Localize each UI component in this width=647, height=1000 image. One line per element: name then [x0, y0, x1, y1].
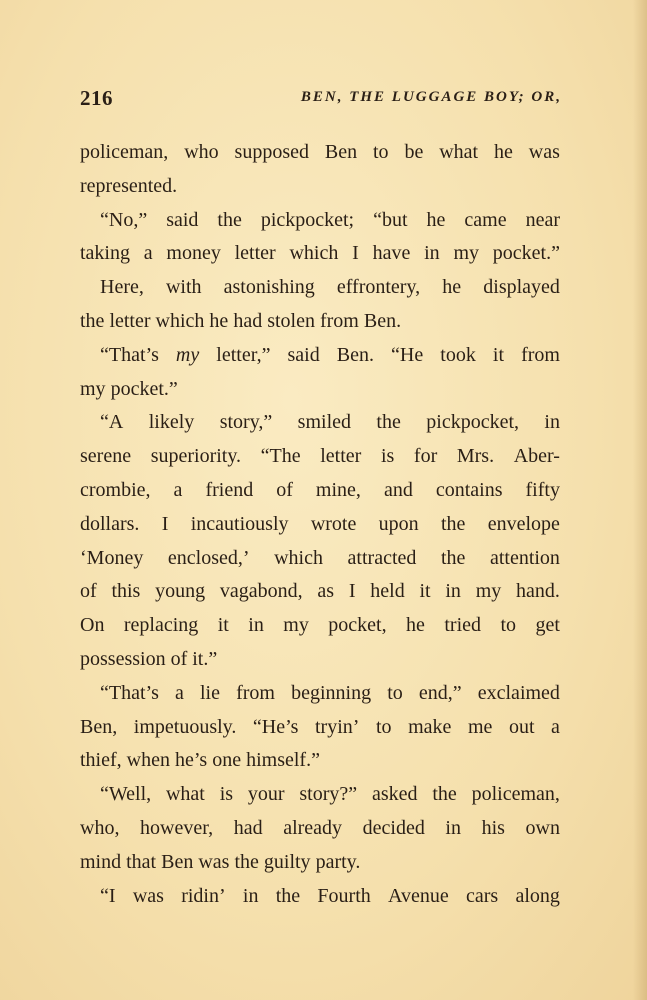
word: to [373, 141, 389, 163]
page-number: 216 [80, 86, 113, 110]
word: he [442, 276, 462, 299]
word: as [317, 580, 335, 603]
word: “but [373, 208, 408, 231]
text-line [80, 373, 560, 407]
word: from [521, 343, 560, 366]
text-line [80, 406, 560, 440]
word: impetuously. [133, 715, 237, 738]
word: “No,” [100, 208, 148, 231]
word: the [440, 546, 466, 569]
word: wrote [310, 512, 357, 535]
word: which [289, 242, 339, 265]
word: “He [391, 343, 424, 366]
word: is [380, 445, 395, 468]
word: letter [109, 309, 151, 332]
text-line [80, 846, 560, 880]
word: had [233, 309, 263, 332]
word: cars [466, 884, 499, 907]
word: I [352, 242, 359, 265]
word: asked [371, 783, 418, 806]
word: of [170, 647, 188, 670]
word: Fourth [317, 884, 371, 907]
word: have [372, 242, 411, 265]
word: policeman, [80, 141, 169, 163]
word: of [80, 580, 97, 603]
word: get [535, 614, 560, 637]
word: the [376, 411, 401, 434]
word: for [413, 445, 438, 468]
word: my [80, 377, 106, 400]
word: story?” [299, 783, 358, 806]
word: that [126, 850, 157, 873]
word: to [387, 681, 403, 704]
word: near [525, 208, 560, 231]
word: incautiously [190, 512, 289, 535]
word: young [155, 580, 206, 603]
word: tried [444, 614, 482, 637]
word: Here, [100, 276, 144, 299]
word: attracted [347, 546, 417, 569]
word: stolen [267, 309, 315, 332]
word: who [184, 141, 219, 163]
text-line [80, 237, 560, 271]
word: supposed [234, 141, 309, 163]
word: effrontery, [336, 276, 421, 299]
word: pickpocket, [426, 411, 520, 434]
word: represented. [80, 174, 178, 197]
word: contains [435, 478, 503, 501]
word: he [494, 141, 513, 163]
word: a [173, 478, 183, 501]
word: smiled [297, 411, 352, 434]
word: enclosed,’ [167, 546, 250, 569]
word: Ben [324, 141, 358, 163]
word: possession [80, 647, 166, 670]
text-line [80, 575, 560, 609]
word: this [111, 580, 141, 603]
word: a [551, 715, 560, 738]
word: it [492, 343, 505, 366]
word: thief, [80, 749, 122, 772]
word: the [217, 208, 242, 231]
word: the [80, 309, 105, 332]
word: the [275, 884, 301, 907]
word: it [217, 614, 229, 637]
word: money [166, 242, 221, 265]
text-line [80, 170, 560, 204]
word: came [464, 208, 507, 231]
word: in [424, 242, 440, 265]
word: serene [80, 445, 132, 468]
word: replacing [123, 614, 199, 637]
word: the [432, 783, 457, 806]
word: he’s [174, 749, 208, 772]
word: party. [315, 850, 361, 873]
word: pickpocket; [260, 208, 355, 231]
text-line [80, 880, 560, 914]
word: upon [378, 512, 419, 535]
word: On [80, 614, 105, 637]
word: letter [320, 445, 362, 468]
word: “That’s [100, 681, 159, 704]
word: letter [234, 242, 276, 265]
word: a [143, 242, 153, 265]
word: from [319, 309, 359, 332]
word: story,” [219, 411, 273, 434]
text-line [80, 204, 560, 238]
word: my [453, 242, 479, 265]
word: me [467, 715, 493, 738]
word: out [508, 715, 535, 738]
word: dollars. [80, 512, 140, 535]
word: it [419, 580, 431, 603]
word: with [165, 276, 202, 299]
word: the [234, 850, 259, 873]
word: was [132, 884, 164, 907]
word: mine, [315, 478, 361, 501]
body-text [80, 136, 560, 913]
word: I [161, 512, 169, 535]
word: guilty [263, 850, 311, 873]
word: pocket.” [110, 377, 178, 400]
word: the [440, 512, 466, 535]
word: letter,” [216, 343, 271, 366]
word: when [126, 749, 170, 772]
word: taking [80, 242, 130, 265]
word: one [212, 749, 242, 772]
word: lie [199, 681, 220, 704]
word: he [426, 208, 446, 231]
word: in [445, 816, 461, 839]
word: mind [80, 850, 122, 873]
word: what [165, 783, 205, 806]
word: my [475, 580, 502, 603]
word: ‘Money [80, 546, 144, 569]
word: took [440, 343, 476, 366]
word: likely [148, 411, 195, 434]
word: Ben. [336, 343, 374, 366]
word: to [500, 614, 517, 637]
word: what [439, 141, 479, 163]
word: “That’s [100, 343, 159, 366]
word: end,” [418, 681, 462, 704]
page-edge-shadow [633, 0, 647, 1000]
word: along [515, 884, 560, 907]
word: “He’s [252, 715, 299, 738]
word: Ben, [80, 715, 118, 738]
word: had [233, 816, 263, 839]
word: Avenue [388, 884, 449, 907]
word: crombie, [80, 478, 151, 501]
word: is [219, 783, 234, 806]
text-line [80, 136, 560, 170]
word: Ben [161, 850, 194, 873]
page-header [80, 86, 562, 116]
word: astonishing [223, 276, 315, 299]
word: tryin’ [315, 715, 360, 738]
word: from [236, 681, 275, 704]
word: who, [80, 816, 120, 839]
word: exclaimed [477, 681, 560, 704]
word: however, [140, 816, 214, 839]
word: said [166, 208, 199, 231]
word: it.” [192, 647, 218, 670]
word: a [174, 681, 184, 704]
word: was [528, 141, 560, 163]
word: your [247, 783, 285, 806]
word: “The [260, 445, 301, 468]
word: pocket, [328, 614, 387, 637]
word: fifty [525, 478, 560, 501]
word: which [155, 309, 205, 332]
word: attention [489, 546, 560, 569]
text-line [80, 542, 560, 576]
text-line [80, 711, 560, 745]
word: was [198, 850, 230, 873]
word: he [209, 309, 229, 332]
text-line [80, 271, 560, 305]
word: pocket.” [492, 242, 560, 265]
word: of [276, 478, 293, 501]
text-line [80, 609, 560, 643]
text-line [80, 812, 560, 846]
word: which [274, 546, 323, 569]
word: in [242, 884, 259, 907]
word: envelope [487, 512, 560, 535]
text-line [80, 643, 560, 677]
word: he [406, 614, 425, 637]
word: own [525, 816, 560, 839]
word: “I [100, 884, 116, 907]
running-head: BEN, THE LUGGAGE BOY; OR, [300, 89, 562, 105]
word: my [283, 614, 309, 637]
word: make [408, 715, 452, 738]
word: “A [100, 411, 124, 434]
word: to [375, 715, 392, 738]
word: held [370, 580, 405, 603]
text-line [80, 508, 560, 542]
word: Aber- [513, 445, 560, 468]
word: Ben. [363, 309, 402, 332]
word: himself.” [246, 749, 320, 772]
word: decided [362, 816, 425, 839]
text-line [80, 440, 560, 474]
text-line [80, 305, 560, 339]
word: my [175, 343, 200, 366]
word: I [348, 580, 356, 603]
word: vagabond, [219, 580, 303, 603]
text-line [80, 778, 560, 812]
word: already [283, 816, 343, 839]
text-line [80, 339, 560, 373]
text-line [80, 744, 560, 778]
word: “Well, [100, 783, 152, 806]
word: his [481, 816, 505, 839]
word: in [248, 614, 264, 637]
word: ridin’ [181, 884, 226, 907]
word: Mrs. [456, 445, 495, 468]
word: superiority. [150, 445, 242, 468]
word: beginning [291, 681, 372, 704]
word: policeman, [471, 783, 560, 806]
word: in [445, 580, 461, 603]
word: displayed [483, 276, 560, 299]
word: in [544, 411, 560, 434]
word: friend [205, 478, 254, 501]
word: be [404, 141, 424, 163]
text-line [80, 677, 560, 711]
text-line [80, 474, 560, 508]
word: and [383, 478, 413, 501]
word: hand. [516, 580, 560, 603]
word: said [287, 343, 320, 366]
